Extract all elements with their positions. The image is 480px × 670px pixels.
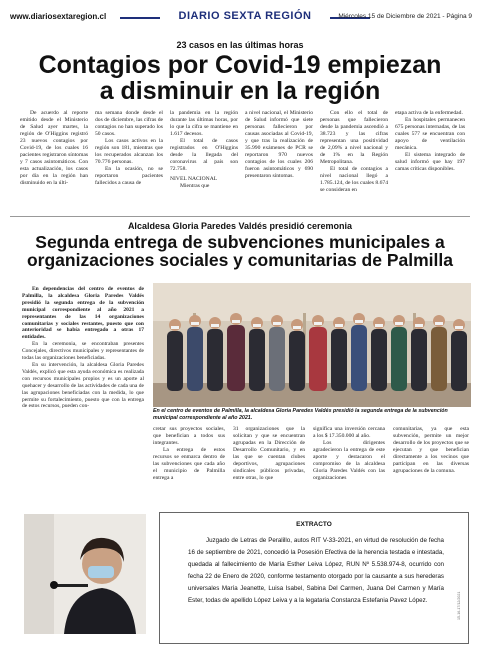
issue-date: Miércoles 15 de Diciembre de 2021 - Página 9 <box>338 13 472 20</box>
article2-col-5 <box>393 426 469 475</box>
paragraph: ma semana donde desde el dos de diciembre, las cifras de contagios no han superado los 50 casos. <box>95 110 163 137</box>
article2-col-2 <box>153 426 225 482</box>
article1-kicker: 23 casos en las últimas horas <box>176 40 304 50</box>
paragraph: etapa activa de la enfermedad. <box>395 110 463 116</box>
paragraph: la pandemia en la región durante las últimas horas, por lo que la cifra se mantiene en 1.617 decesos. <box>170 110 238 137</box>
newspaper-name: DIARIO SEXTA REGIÓN <box>160 10 330 24</box>
paragraph: En hospitales permanecen 675 personas internadas, de las cuales 577 se encuentran con apoyo de ventilación mecánica. <box>395 117 465 151</box>
article2-col-4 <box>313 426 385 482</box>
article1-headline-line1: Contagios por Covid-19 empiezan <box>38 51 442 79</box>
extracto-title: EXTRACTO <box>296 521 332 528</box>
paragraph: De acuerdo al reporte emitido desde el Ministerio de Salud ayer martes, la región de O'Higgins registró 23 nuevos contagios por Covid-19, de los cuales 16 pacientes registraron síntomas y 7 casos asintomáticos. Con esta actualización, los casos por día en la región han disminuido en la últi- <box>20 110 88 186</box>
extracto-notice <box>159 512 469 644</box>
page-header <box>10 12 472 26</box>
article2-headline <box>10 233 470 270</box>
paragraph: El total de contagios a nivel nacional llegó a 1.785.124, de los cuales 8.674 se consideran en <box>320 166 388 193</box>
speaker-photo <box>24 514 146 634</box>
photo-caption: En el centro de eventos de Palmilla, la alcaldesa Gloria Paredes Valdés presidió la segunda entrega de la subvención municipal correspondiente al año 2021. <box>153 408 448 421</box>
extracto-body <box>188 535 444 607</box>
paragraph: cretar sus proyectos sociales, que benefician a todos sus integrantes. <box>153 426 225 446</box>
paragraph: 31 organizaciones que la solicitan y que se encuentran agrupadas en la Dirección de Desarrollo Comunitario, y en las que se cuentan clubes deportivos, agrupaciones sindicales públicos privadas, entre otras, lo que <box>233 426 305 481</box>
article2-headline-line2: organizaciones sociales y comunitarias de Palmilla <box>26 250 453 271</box>
speaker-photo-illustration <box>24 514 146 634</box>
vertical-print-code: 15-16-17/12/2021 <box>457 591 461 620</box>
article1-col-1 <box>20 110 88 187</box>
paragraph: El total de casos registrados en O'Higgins desde la llegada del coronavirus al país son 72.758. <box>170 138 238 172</box>
site-url[interactable]: www.diariosextaregion.cl <box>10 12 107 21</box>
ceremony-photo <box>153 283 471 407</box>
article1-col-3 <box>170 110 238 190</box>
article1-headline <box>10 52 470 105</box>
paragraph: En su intervención, la alcaldesa Gloria Paredes Valdés, explicó que esta ayuda económica es realizada con recursos municipales propios y es un aporte al quehacer y desarrollo de las actividades de cada una de las agrupaciones beneficiadas con la medida, lo que permite su fortalecimiento, puesto que con la entrega de estos recursos, pueden con- <box>22 361 144 410</box>
article1-col-4 <box>245 110 313 180</box>
article2-col-3 <box>233 426 305 482</box>
article2-headline-line1: Segunda entrega de subvenciones municipales a <box>35 232 445 252</box>
paragraph: El sistema integrado de salud informó que hay 197 camas críticas disponibles. <box>395 152 465 172</box>
extracto-paragraph: Juzgado de Letras de Peralillo, autos RIT V-33-2021, en virtud de resolución de fecha 16 de septiembre de 2021, concedió la Posesión Efectiva de la herencia testada e intestada, quedada al fallecimiento de María Esther Leiva López, RUN Nº 5.538.974-8, ocurrido con fecha 22 de Enero de 2020, conforme testamento otorgado por la causante a sus herederas universales María Jeanette, Luisa Isabel, Sabina Del Carmen, Juana Del Carmen y María Ester, todas de apellido López Leiva y a la legataria Constanza Estefania Pavez López. <box>188 537 444 604</box>
article2-lead-col <box>22 286 144 410</box>
paragraph: En la ocasión, no se reportaron pacientes fallecidos a causa de <box>95 166 163 186</box>
ceremony-photo-illustration <box>153 283 471 407</box>
article1-headline-line2: a disminuir en la región <box>99 77 381 106</box>
lead-paragraph: En dependencias del centro de eventos de Palmilla, la alcaldesa Gloria Paredes Valdés presidió la segunda entrega de la subvención municipal correspondiente al año 2021 a representantes de las 14 organizaciones comunitarias y sociales restantes, puesto que con anterioridad se había entregado a otras 17 entidades. <box>22 286 144 341</box>
subheading: NIVEL NACIONAL <box>170 176 218 182</box>
article2-kicker: Alcaldesa Gloria Paredes Valdés presidió ceremonia <box>127 221 353 231</box>
paragraph: significa una inversión cercana a los $ 17.350.000 al año. <box>313 426 385 439</box>
paragraph: a nivel nacional, el Ministerio de Salud informó que siete personas fallecieron por causas asociadas al Covid-19, y que tras la realización de 35.990 exámenes de PCR se reportaron 970 nuevos contagios de los cuales 206 fueron asintomáticos y 690 presentaron síntomas. <box>245 110 313 179</box>
paragraph: Mientras que <box>180 183 210 189</box>
article1-col-2 <box>95 110 163 187</box>
paragraph: Los casos activos en la región son 181, mientras que los recuperados alcanzan los 70.776 personas. <box>95 138 163 165</box>
article-divider <box>10 216 470 217</box>
article1-col-5 <box>320 110 388 194</box>
paragraph: La entrega de estos recursos se enmarca dentro de las subvenciones que cada año el municipio de Palmilla entrega a <box>153 447 225 481</box>
article1-col-6 <box>395 110 465 173</box>
paragraph: En la ceremonia, se encontraban presentes Concejales, directivos municipales y representantes de todas las organizaciones beneficiadas. <box>22 341 144 362</box>
paragraph: Con ello el total de personas que fallecieron desde la pandemia ascendió a 38.723 y las cifras representan una positividad de 2,09% a nivel nacional y de 1% en la Región Metropolitana. <box>320 110 388 165</box>
paragraph: Los dirigentes agradecieron la entrega de este aporte y destacaron el compromiso de la alcaldesa Gloria Paredes Valdés con las organizaciones <box>313 440 385 481</box>
paragraph: comunitarias, ya que esta subvención, permite un mejor desarrollo de los proyectos que se ejecutan y que benefician directamente a los vecinos que participan en las diversas agrupaciones de la comuna. <box>393 426 469 474</box>
